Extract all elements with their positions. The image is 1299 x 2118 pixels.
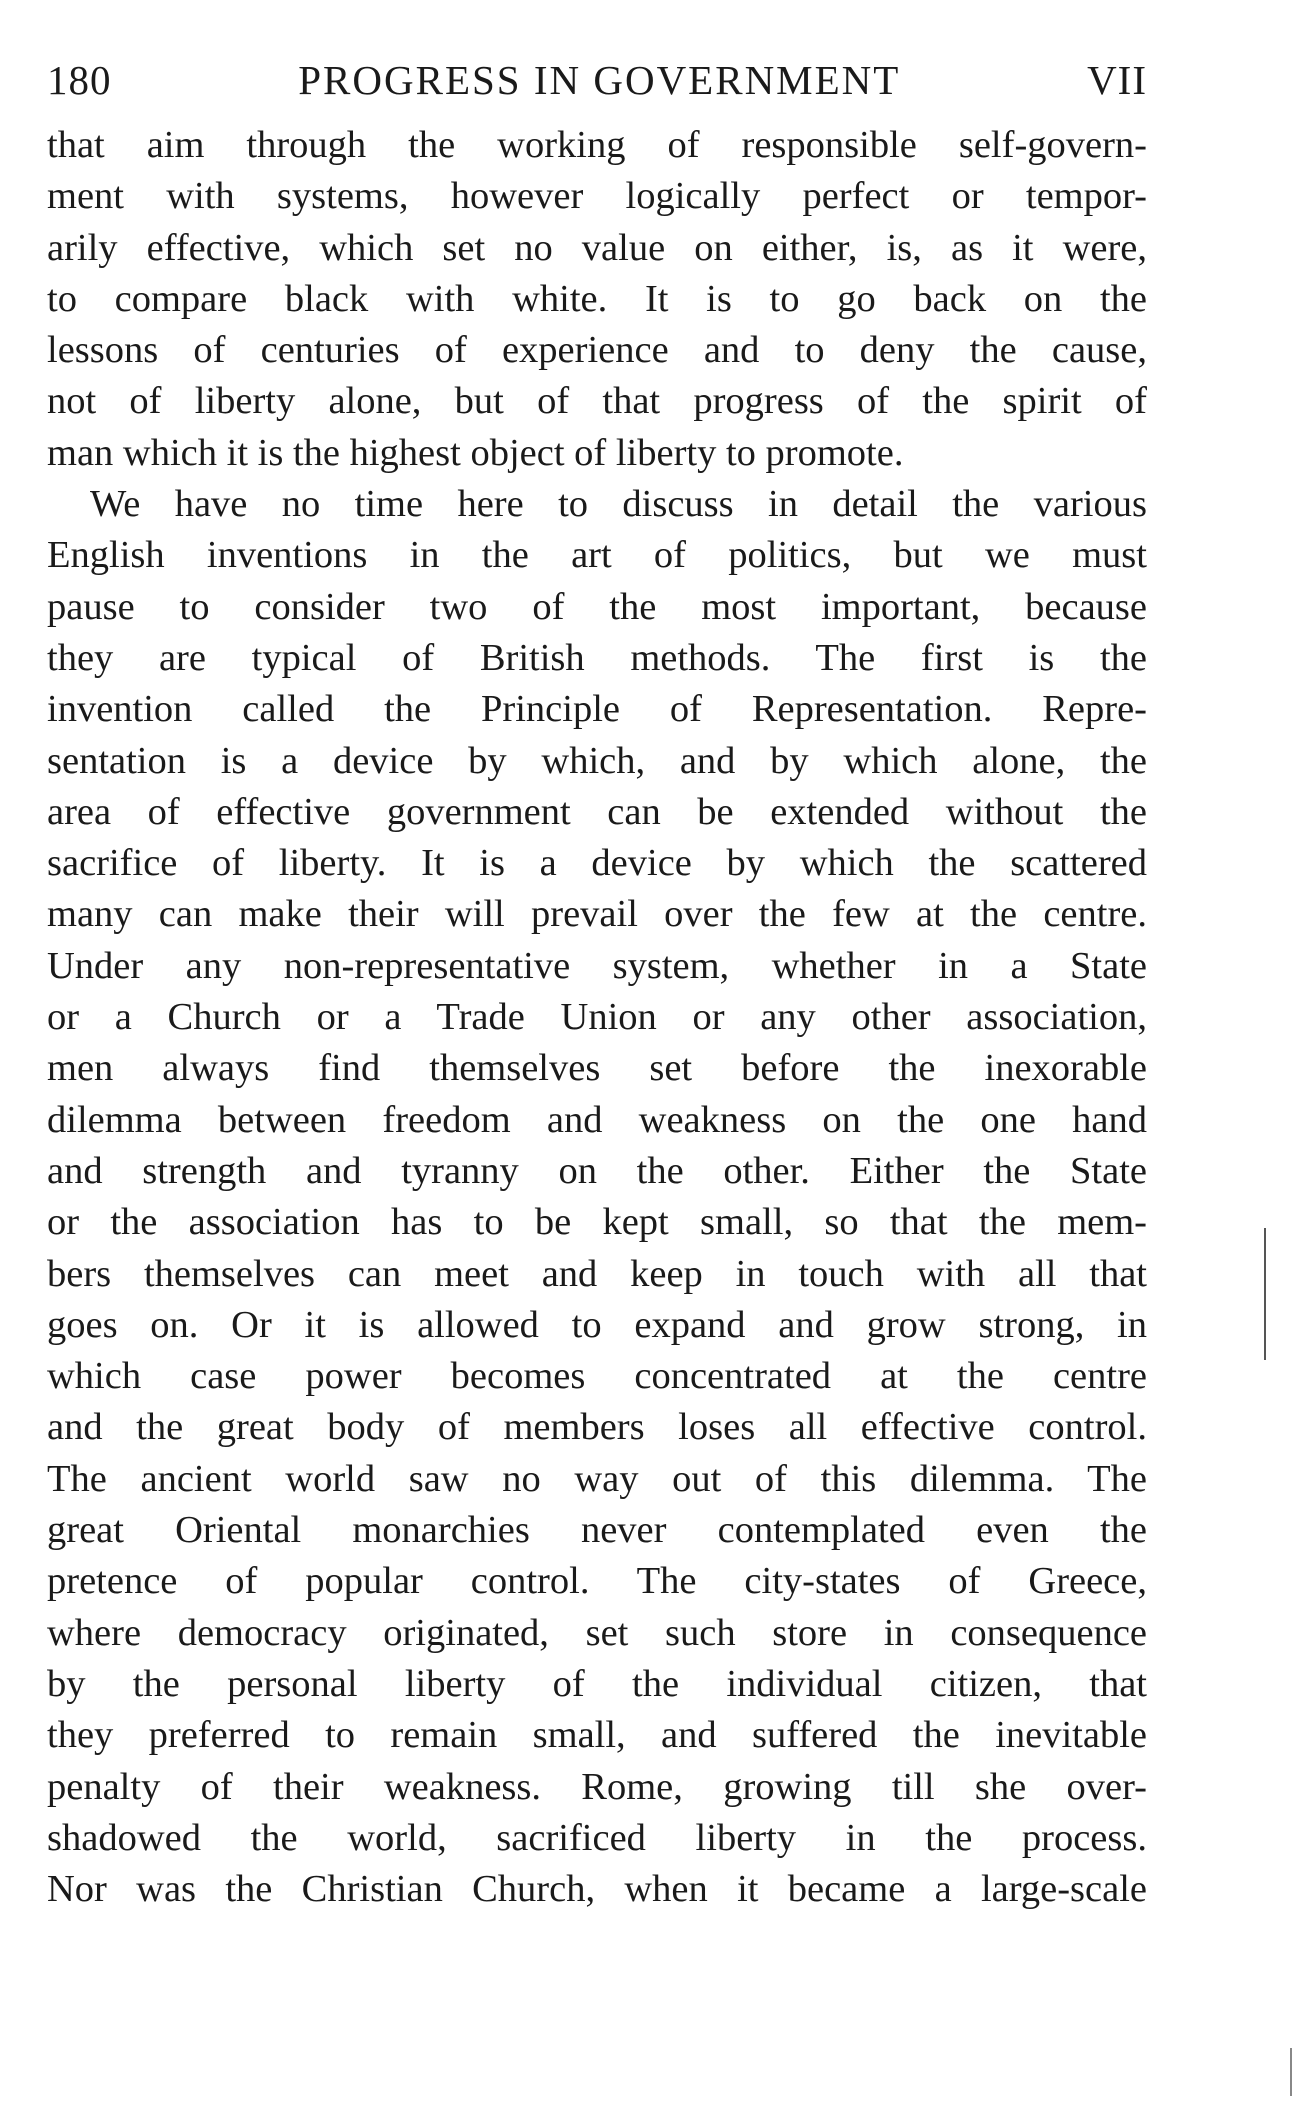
text-line: lessons of centuries of experience and to deny the cause, — [47, 329, 1147, 372]
text-line: dilemma between freedom and weakness on the one hand — [47, 1098, 1147, 1141]
text-line: pretence of popular control. The city-states of Greece, — [47, 1560, 1147, 1603]
text-line: and strength and tyranny on the other. Either the State — [47, 1149, 1147, 1192]
text-line: that aim through the working of responsible self-govern- — [47, 124, 1147, 166]
text-line: shadowed the world, sacrificed liberty in the process. — [47, 1816, 1147, 1859]
text-line: great Oriental monarchies never contemplated even the — [47, 1509, 1147, 1552]
paragraph-2 — [47, 479, 1147, 1915]
book-page — [47, 50, 1147, 1915]
text-line: arily effective, which set no value on either, is, as it were, — [47, 226, 1147, 269]
text-line: many can make their will prevail over the few at the centre. — [47, 893, 1147, 936]
text-line: area of effective government can be extended without the — [47, 790, 1147, 833]
text-line: Under any non-representative system, whether in a State — [47, 944, 1147, 987]
paragraph-1 — [47, 120, 1147, 479]
text-line: sentation is a device by which, and by which alone, the — [47, 739, 1147, 782]
text-line: bers themselves can meet and keep in touch with all that — [47, 1252, 1147, 1295]
text-line: or a Church or a Trade Union or any other association, — [47, 996, 1147, 1039]
text-line: pause to consider two of the most important, because — [47, 585, 1147, 628]
scan-artifact-line — [1290, 2048, 1292, 2096]
text-line: to compare black with white. It is to go back on the — [47, 277, 1147, 320]
scan-artifact-line — [1264, 1228, 1266, 1360]
text-line: by the personal liberty of the individual citizen, that — [47, 1662, 1147, 1705]
text-line: ment with systems, however logically perfect or tempor- — [47, 175, 1147, 218]
text-line: not of liberty alone, but of that progress of the spirit of — [47, 380, 1147, 423]
body-text — [47, 120, 1147, 1915]
chapter-number: VII — [1087, 57, 1147, 103]
text-line: goes on. Or it is allowed to expand and grow strong, in — [47, 1303, 1147, 1346]
text-line: men always find themselves set before the inexorable — [47, 1047, 1147, 1090]
text-line: which case power becomes concentrated at the centre — [47, 1355, 1147, 1398]
running-head — [47, 50, 1147, 120]
text-line: they are typical of British methods. The first is the — [47, 636, 1147, 679]
text-line: sacrifice of liberty. It is a device by which the scattered — [47, 842, 1147, 885]
text-line: they preferred to remain small, and suffered the inevitable — [47, 1714, 1147, 1757]
page-number: 180 — [47, 57, 112, 103]
text-line: invention called the Principle of Representation. Repre- — [47, 688, 1147, 731]
text-line: The ancient world saw no way out of this dilemma. The — [47, 1457, 1147, 1500]
text-line: and the great body of members loses all effective control. — [47, 1406, 1147, 1449]
text-line: We have no time here to discuss in detail the various — [90, 483, 1147, 526]
text-line: or the association has to be kept small, so that the mem- — [47, 1201, 1147, 1244]
text-line: where democracy originated, set such store in consequence — [47, 1611, 1147, 1654]
running-title: PROGRESS IN GOVERNMENT — [298, 57, 901, 103]
text-line: man which it is the highest object of liberty to promote. — [47, 431, 904, 474]
text-line: English inventions in the art of politics, but we must — [47, 534, 1147, 577]
text-line: penalty of their weakness. Rome, growing till she over- — [47, 1765, 1147, 1808]
text-line: Nor was the Christian Church, when it became a large-scale — [47, 1868, 1147, 1911]
